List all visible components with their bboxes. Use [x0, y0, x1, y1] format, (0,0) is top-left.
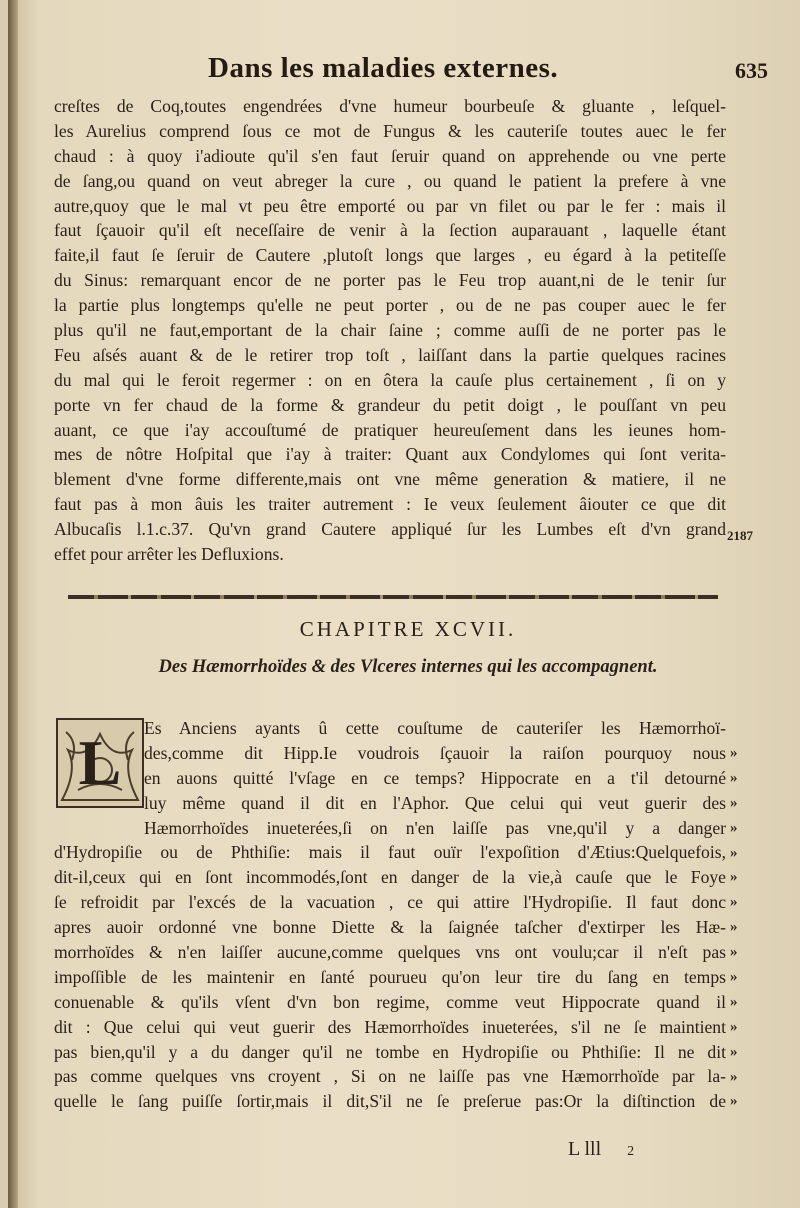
text-line: d'Hydropiſie ou de Phthiſie: mais il faut ouïr l'expoſition d'Ætius:Quelquefois,	[54, 842, 726, 863]
text-line: effet pour arrêter les Defluxions.	[54, 544, 284, 565]
text-line: auant, ce que i'ay accouſtumé de pratiquer heureuſement dans les ieunes hom-	[54, 419, 726, 440]
text-line: chaud : à quoy i'adioute qu'il s'en faut ſeruir quand on apprehende ou vne perte	[54, 145, 726, 166]
text-line: en auons quitté l'vſage en ce temps? Hippocrate en a t'il detourné	[144, 767, 726, 788]
quote-mark: »	[730, 745, 738, 761]
section-divider	[68, 595, 718, 599]
page-number: 635	[735, 58, 768, 83]
text-line: ſe refroidit par l'excés de la vacuation , ce qui attire l'Hydropiſie. Il faut donc	[54, 892, 726, 913]
text-line: du Sinus: remarquant encor de ne porter pas le Feu trop auant,ni de le tenir ſur	[54, 270, 726, 291]
chapter-subtitle: Des Hæmorrhoïdes & des Vlceres internes qui les accompagnent.	[158, 657, 658, 677]
text-line: Albucaſis l.1.c.37. Qu'vn grand Cautere appliqué ſur les Lumbes eſt d'vn grand	[54, 519, 726, 540]
quote-mark: »	[730, 1068, 738, 1085]
text-line: pas bien,qu'il y a du danger qu'il ne tombe en Hydropiſie ou Phthiſie: Il ne dit	[54, 1041, 726, 1062]
text-line: luy même quand il dit en l'Aphor. Que celui qui veut guerir des	[144, 792, 726, 813]
chapter-heading: CHAPITRE XCVII.	[299, 617, 517, 641]
text-line: dit : Que celui qui veut guerir des Hæmorrhoïdes inueterées, s'il ne ſe maintient	[54, 1016, 726, 1037]
text-line: faut ſçauoir qu'il eſt neceſſaire de venir à la ſection auparauant , laquelle étant	[54, 220, 726, 241]
page-header	[48, 50, 768, 90]
quote-mark: »	[730, 969, 738, 986]
catchword-line	[568, 1138, 634, 1161]
text-line: blement d'vne forme differente,mais ont vne même generation & matiere, il ne	[54, 469, 726, 490]
quote-mark: »	[730, 919, 738, 936]
text-line: conuenable & qu'ils vſent d'vn bon regime, comme veut Hippocrate quand il	[54, 991, 726, 1012]
text-line: faut pas à mon âuis les traiter autrement : Ie veux ſeulement âiouter ce que dit	[54, 494, 726, 515]
quote-mark: »	[730, 1043, 738, 1060]
text-line: du mal qui le feroit regermer : on en ôtera la cauſe plus certainement , ſi on y	[54, 369, 726, 390]
text-line: pas comme quelques vns croyent , Si on ne laiſſe pas vne Hæmorrhoïde par la-	[54, 1066, 726, 1087]
text-line: quelle le ſang puiſſe ſortir,mais il dit,S'il ne ſe preſerue pas:Or la diſtinction de	[54, 1091, 726, 1112]
text-line: les Aurelius comprend ſous ce mot de Fungus & les cauteriſe toutes auec le fer	[54, 120, 726, 141]
text-line: dit-il,ceux qui en ſont incommodés,ſont en danger de la vie,à cauſe que le Foye	[54, 867, 726, 888]
text-line: des,comme dit Hipp.Ie voudrois ſçauoir la raiſon pourquoy nous	[144, 742, 726, 763]
drop-cap-letter: L	[78, 727, 122, 798]
page-gutter	[8, 0, 18, 1208]
text-line: Feu aſsés auant & de le retirer trop toſt , laiſſant dans la partie quelques racines	[54, 344, 726, 365]
paragraph-1	[54, 94, 726, 567]
quote-mark: »	[730, 1093, 738, 1110]
text-line: plus qu'il ne faut,emportant de la chair ſaine ; comme auſſi de ne porter pas le	[54, 320, 726, 341]
text-line: la partie plus longtemps qu'elle ne peut porter , ou de ne pas couper auec le fer	[54, 295, 726, 316]
catchword: 2	[627, 1144, 635, 1159]
text-line: Hæmorrhoïdes inueterées,ſi on n'en laiſſe pas vne,qu'il y a danger	[144, 817, 726, 838]
signature-mark: L lll	[568, 1138, 602, 1160]
quote-mark: »	[730, 894, 738, 911]
quote-mark: »	[730, 869, 738, 886]
text-line: porte vn fer chaud de la forme & grandeur du petit doigt , le pouſſant vn peu	[54, 394, 726, 415]
quote-mark: »	[730, 819, 738, 836]
quote-mark: »	[730, 844, 738, 861]
quote-mark: »	[730, 993, 738, 1010]
quote-mark: »	[730, 944, 738, 961]
margin-note: 2187	[727, 528, 753, 543]
quote-mark: »	[730, 769, 738, 786]
paragraph-2	[54, 716, 726, 1114]
text-line: mes de nôtre Hoſpital que i'ay à traiter: Quant aux Condylomes qui ſont verita-	[54, 444, 726, 465]
text-line: impoſſible de les maintenir en ſanté pourueu qu'on leur tire du ſang en temps	[54, 966, 726, 987]
text-line: Es Anciens ayants û cette couſtume de cauteriſer les Hæmorrhoï-	[144, 718, 726, 738]
quote-mark: »	[730, 794, 738, 811]
running-title: Dans les maladies externes.	[208, 52, 559, 84]
text-line: de ſang,ou quand on veut abreger la cure , ou quand le patient la prefere à vne	[54, 170, 726, 191]
text-line: autre,quoy que le mal vt peu être emporté ou par vn filet ou par le fer : mais il	[54, 195, 726, 216]
book-page	[8, 0, 800, 1208]
text-line: morrhoïdes & n'en laiſſer aucune,comme quelques vns ont voulu;car il n'eſt pas	[54, 942, 726, 963]
quotation-marks-column	[730, 741, 770, 1114]
text-line: apres auoir ordonné vne bonne Diette & la ſaignée taſcher d'extirper les Hæ-	[54, 917, 726, 938]
quote-mark: »	[730, 1018, 738, 1035]
text-line: creſtes de Coq,toutes engendrées d'vne humeur bourbeuſe & gluante , leſquel-	[54, 96, 726, 116]
text-line: faite,il faut ſe ſeruir de Cautere ,plutoſt longs que larges , eu égard à la petiteſſe	[54, 245, 726, 266]
